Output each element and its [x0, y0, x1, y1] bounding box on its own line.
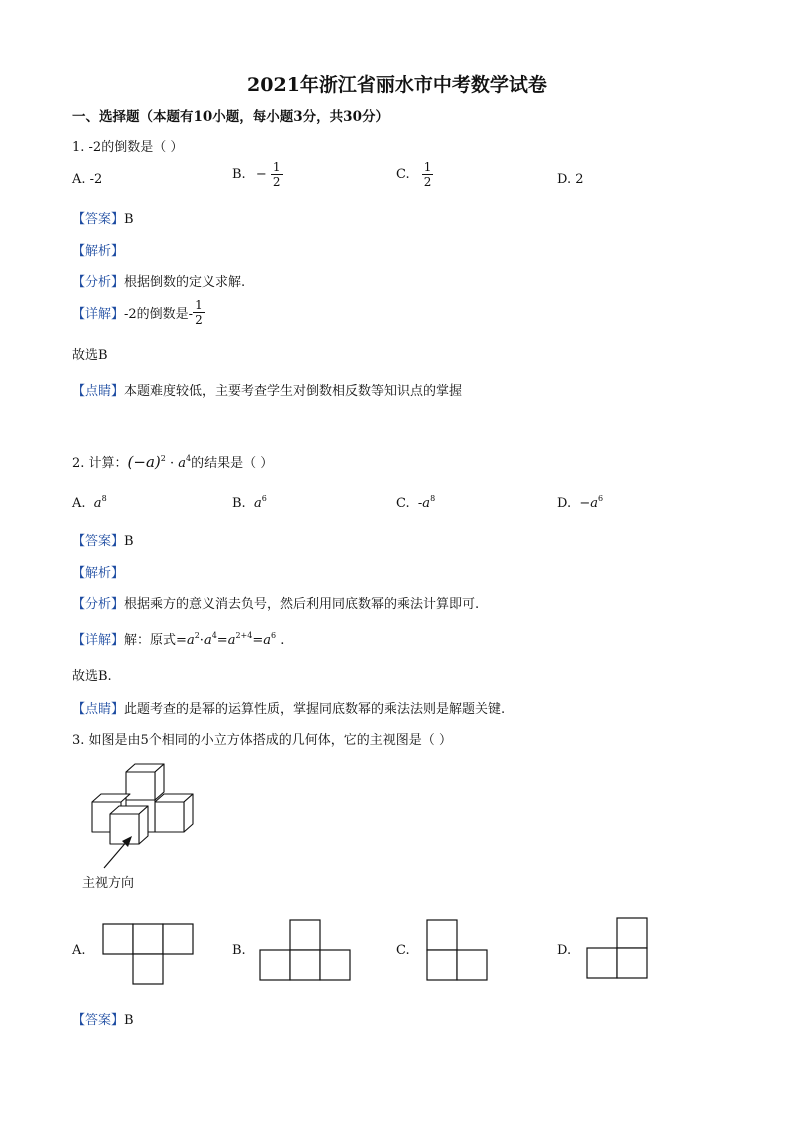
dianjing-tag: 【点睛】 [72, 384, 125, 399]
q1-analysis-tag: 【解析】 [72, 244, 125, 259]
q1-select: 故选B [72, 348, 108, 363]
q1-option-b-label: B. [232, 167, 246, 182]
q1-option-b-den: 2 [272, 175, 281, 189]
q2-option-b-var: a [253, 496, 262, 511]
xiangjie-text: -2的倒数是- [124, 307, 194, 322]
q2-stem-prefix: 2. 计算： [72, 456, 128, 471]
answer-value: B [124, 534, 134, 549]
dianjing-text: 本题难度较低，主要考查学生对倒数相反数等知识点的掌握 [124, 384, 463, 399]
q2-option-c-var: a [422, 496, 431, 511]
xiangjie-num: 1 [195, 298, 203, 312]
xj-eq1: = [176, 633, 187, 648]
q2-option-c-sign: - [417, 496, 423, 511]
q1-answer [72, 208, 134, 227]
q3-option-a-figure [102, 923, 194, 985]
view-direction-label: 主视方向 [82, 876, 135, 891]
xj-dot: · [199, 633, 204, 648]
q1-option-b-fraction [271, 160, 283, 189]
q2-option-c-exp: 8 [430, 494, 436, 503]
xj-eq2: = [216, 633, 228, 648]
q3-stem: 3. 如图是由5个相同的小立方体搭成的几何体，它的主视图是（ ） [72, 733, 452, 748]
q3-option-b-label: B. [232, 943, 246, 958]
q3-answer [72, 1009, 134, 1028]
xj-e4: 6 [271, 631, 277, 640]
answer-value: B [124, 1013, 134, 1028]
xj-a2: a [203, 633, 212, 648]
q1-xiangjie [72, 298, 205, 327]
xiangjie-tag: 【详解】 [72, 633, 125, 648]
q2-option-d-label: D. [557, 496, 572, 511]
q2-expr-a: a [178, 456, 187, 471]
dianjing-tag: 【点睛】 [72, 702, 125, 717]
q1-option-c-den: 2 [423, 175, 432, 189]
section-heading: 一、选择题（本题有10小题，每小题3分，共30分） [72, 109, 389, 125]
q2-expr-base: (−a) [127, 453, 161, 471]
q2-option-a-label: A. [72, 496, 86, 511]
q1-option-a: A. -2 [72, 172, 103, 187]
q2-fenxi [72, 593, 479, 612]
q2-option-a [72, 494, 107, 511]
xiangjie-fraction [193, 298, 205, 327]
xj-e1: 2 [194, 631, 200, 640]
q1-option-c-fraction [422, 160, 434, 189]
q3-option-b-figure [259, 919, 351, 981]
page-title: 2021年浙江省丽水市中考数学试卷 [247, 74, 547, 96]
fenxi-text: 根据乘方的意义消去负号，然后利用同底数幂的乘法计算即可. [124, 597, 480, 612]
answer-value: B [124, 212, 134, 227]
q2-option-c-label: C. [396, 496, 410, 511]
q1-option-d: D. 2 [557, 172, 584, 187]
xj-end: . [280, 633, 285, 648]
q1-stem: 1. -2的倒数是（ ） [72, 140, 184, 155]
xiangjie-den: 2 [195, 313, 203, 327]
q3-option-a-label: A. [72, 943, 86, 958]
xiangjie-tag: 【详解】 [72, 307, 125, 322]
q3-option-c-label: C. [396, 943, 410, 958]
q1-option-c-label: C. [396, 167, 410, 182]
q2-select: 故选B. [72, 669, 112, 684]
xj-a3: a [227, 633, 236, 648]
answer-tag: 【答案】 [72, 1013, 125, 1028]
view-direction-arrow [100, 832, 140, 872]
q1-option-c-num: 1 [423, 160, 432, 174]
fenxi-text: 根据倒数的定义求解. [124, 275, 246, 290]
xj-e3: 2+4 [235, 631, 253, 640]
q2-stem [72, 452, 273, 471]
q2-expr-dot: · [170, 456, 175, 471]
q1-option-c [396, 160, 433, 189]
answer-tag: 【答案】 [72, 212, 125, 227]
fenxi-tag: 【分析】 [72, 597, 125, 612]
q1-option-b-sign: − [255, 167, 267, 182]
xj-eq3: = [252, 633, 264, 648]
q1-option-b-num: 1 [272, 160, 281, 174]
q2-option-b-exp: 6 [261, 494, 267, 503]
q3-option-d-label: D. [557, 943, 572, 958]
q2-xiangjie [72, 629, 284, 648]
q2-option-b [232, 494, 267, 511]
dianjing-text: 此题考查的是幂的运算性质，掌握同底数幂的乘法法则是解题关键. [124, 702, 506, 717]
fenxi-tag: 【分析】 [72, 275, 125, 290]
q2-dianjing [72, 698, 505, 717]
q2-option-a-var: a [93, 496, 102, 511]
q1-fenxi [72, 271, 245, 290]
q2-option-d-var: a [590, 496, 599, 511]
q2-option-a-exp: 8 [101, 494, 107, 503]
xj-a4: a [263, 633, 272, 648]
xj-a1: a [186, 633, 195, 648]
answer-tag: 【答案】 [72, 534, 125, 549]
q1-option-b [232, 160, 283, 189]
q3-option-c-figure [426, 919, 488, 981]
xiangjie-text: 解：原式 [124, 633, 177, 648]
q2-option-d-exp: 6 [598, 494, 604, 503]
q2-option-d-sign: − [579, 496, 591, 511]
q2-answer [72, 530, 134, 549]
q2-option-d [557, 494, 603, 511]
xj-e2: 4 [211, 631, 217, 640]
q2-option-c [396, 494, 435, 511]
q2-expr-exp2: 4 [186, 454, 192, 463]
q2-option-b-label: B. [232, 496, 246, 511]
q2-analysis-tag: 【解析】 [72, 566, 125, 581]
q1-dianjing [72, 380, 462, 399]
q3-option-d-figure [586, 917, 648, 979]
q2-stem-suffix: 的结果是（ ） [191, 456, 274, 471]
q2-expr-exp1: 2 [160, 454, 166, 463]
